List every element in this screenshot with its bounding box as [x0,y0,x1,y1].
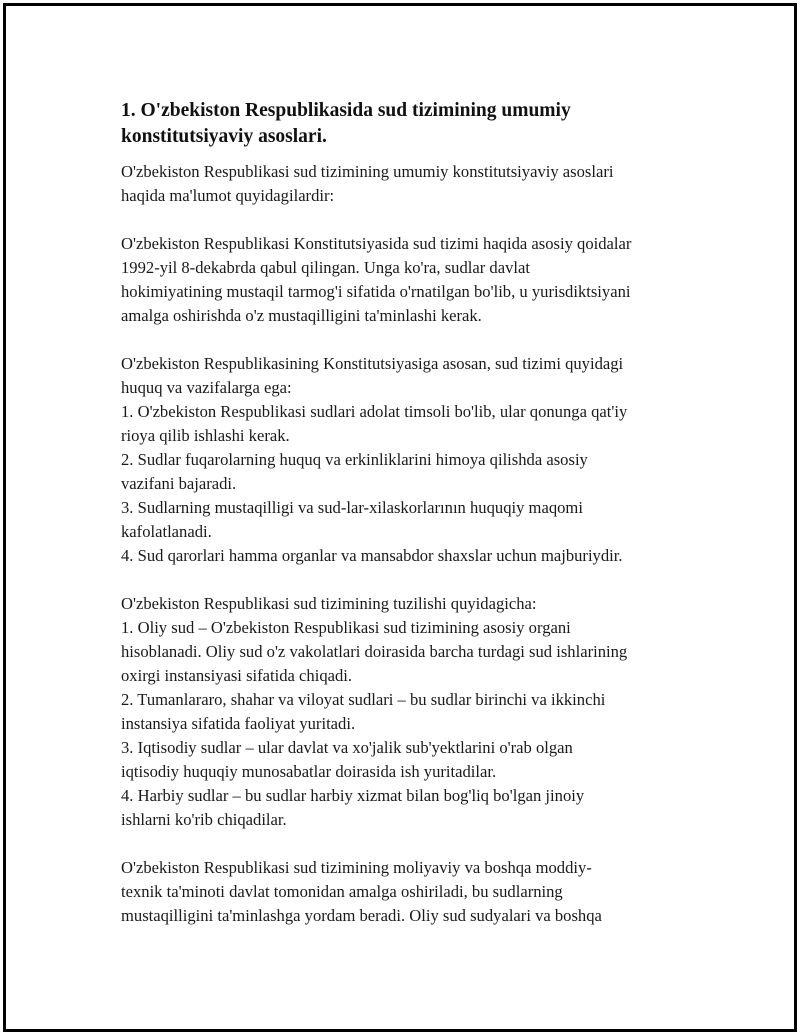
text-line: O'zbekiston Respublikasining Konstitutsiyasiga asosan, sud tizimi quyidagi [121,354,624,373]
list-item-line: 1. Oliy sud – O'zbekiston Respublikasi sud tizimining asosiy organi [121,618,571,637]
list-item-line: 1. O'zbekiston Respublikasi sudlari adolat timsoli bo'lib, ular qonunga qat'iy [121,402,628,421]
text-line: O'zbekiston Respublikasi Konstitutsiyasida sud tizimi haqida asosiy qoidalar [121,234,632,253]
list-item-line: instansiya sifatida faoliyat yuritadi. [121,714,356,733]
text-line: O'zbekiston Respublikasi sud tizimining moliyaviy va boshqa moddiy- [121,858,592,877]
text-line: texnik ta'minoti davlat tomonidan amalga oshiriladi, bu sudlarning [121,882,563,901]
text-line: huquq va vazifalarga ega: [121,378,292,397]
text-line: O'zbekiston Respublikasi sud tizimining umumiy konstitutsiyaviy asoslari [121,162,614,181]
text-line: haqida ma'lumot quyidagilardir: [121,186,335,205]
list-item-line: hisoblanadi. Oliy sud o'z vakolatlari doirasida barcha turdagi sud ishlarining [121,642,628,661]
text-line: hokimiyatining mustaqil tarmog'i sifatida o'rnatilgan bo'lib, u yurisdiktsiyani [121,282,631,301]
list-item-line: 2. Sudlar fuqarolarning huquq va erkinliklarini himoya qilishda asosiy [121,450,588,469]
title-line: konstitutsiyaviy asoslari. [121,126,327,147]
paragraph-duties [121,352,701,568]
list-item-line: oxirgi instansiyasi sifatida chiqadi. [121,666,353,685]
list-item-line: iqtisodiy huquqiy munosabatlar doirasida ish yuritadilar. [121,762,497,781]
list-item-line: kafolatlanadi. [121,522,212,541]
paragraph-structure [121,592,701,832]
list-item-line: 3. Iqtisodiy sudlar – ular davlat va xo'jalik sub'yektlarini o'rab olgan [121,738,573,757]
document-body [121,98,701,952]
list-item-line: 4. Harbiy sudlar – bu sudlar harbiy xizmat bilan bog'liq bo'lgan jinoiy [121,786,585,805]
list-item-line: vazifani bajaradi. [121,474,237,493]
list-item-line: 2. Tumanlararo, shahar va viloyat sudlari – bu sudlar birinchi va ikkinchi [121,690,606,709]
list-item-line: ishlarni ko'rib chiqadilar. [121,810,287,829]
document-title [121,98,701,150]
list-item-line: 3. Sudlarning mustaqilligi va sud-lar-xilaskorlarının huquqiy maqomi [121,498,583,517]
text-line: mustaqilligini ta'minlashga yordam beradi. Oliy sud sudyalari va boshqa [121,906,602,925]
title-line: 1. O'zbekiston Respublikasida sud tizimining umumiy [121,100,571,121]
list-item-line: 4. Sud qarorlari hamma organlar va mansabdor shaxslar uchun majburiydir. [121,546,623,565]
paragraph-intro [121,160,701,208]
paragraph-funding [121,856,701,928]
text-line: amalga oshirishda o'z mustaqilligini ta'minlashi kerak. [121,306,482,325]
text-line: O'zbekiston Respublikasi sud tizimining tuzilishi quyidagicha: [121,594,537,613]
document-page [3,3,797,1032]
text-line: 1992-yil 8-dekabrda qabul qilingan. Unga ko'ra, sudlar davlat [121,258,530,277]
paragraph-constitution [121,232,701,328]
list-item-line: rioya qilib ishlashi kerak. [121,426,290,445]
